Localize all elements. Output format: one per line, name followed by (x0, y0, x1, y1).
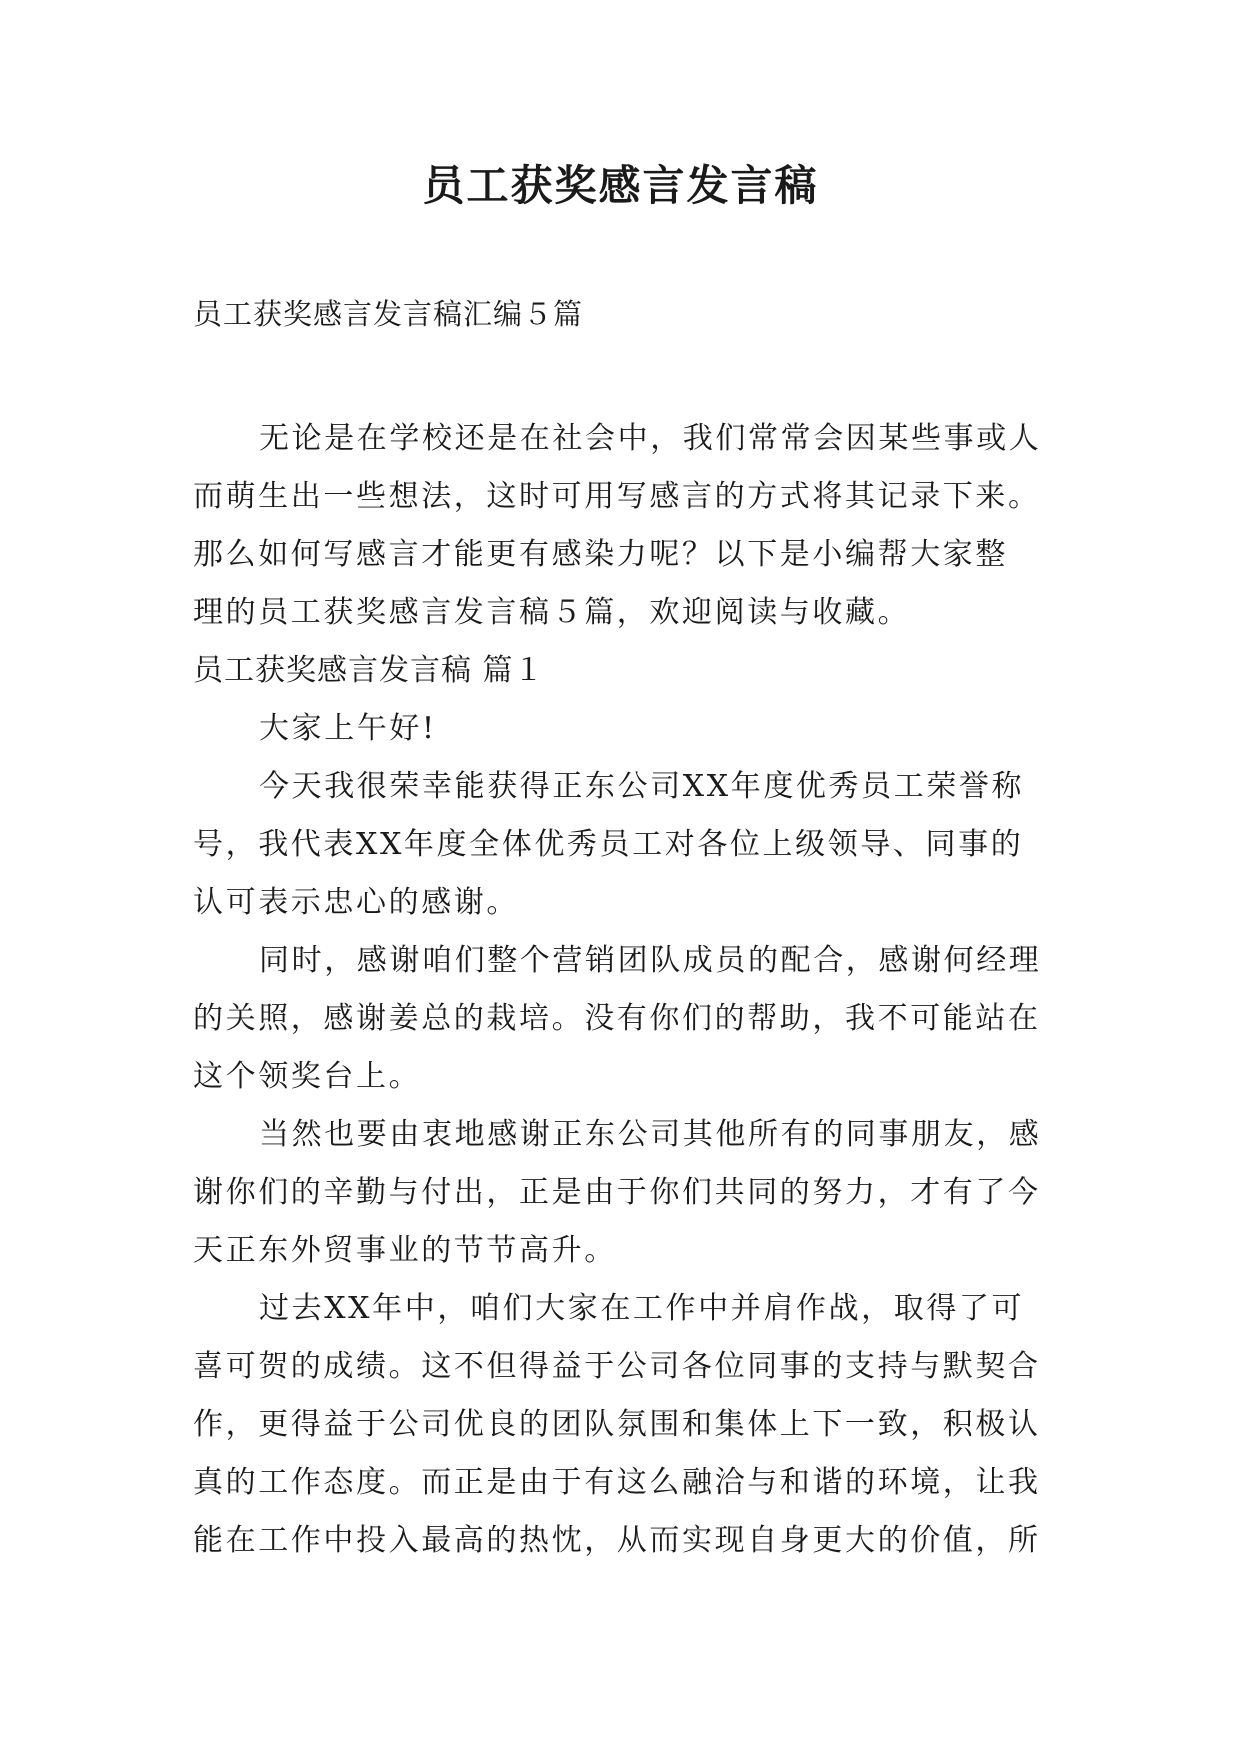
paragraph-line: 作，更得益于公司优良的团队氛围和集体上下一致，积极认 (193, 1407, 1041, 1442)
paragraph-line: 大家上午好! (259, 711, 437, 746)
paragraph-line: 无论是在学校还是在社会中，我们常常会因某些事或人 (259, 421, 1042, 456)
paragraph-line: 天正东外贸事业的节节高升。 (193, 1233, 617, 1268)
paragraph-line: 理的员工获奖感言发言稿５篇，欢迎阅读与收藏。 (193, 595, 911, 630)
section-heading: 员工获奖感言发言稿 篇１ (193, 653, 545, 688)
document-subtitle: 员工获奖感言发言稿汇编５篇 (193, 297, 584, 331)
document-body (193, 410, 1063, 1570)
paragraph-line: 真的工作态度。而正是由于有这么融洽与和谐的环境，让我 (193, 1465, 1041, 1500)
document-title: 员工获奖感言发言稿 (422, 161, 819, 210)
paragraph-line: 那么如何写感言才能更有感染力呢？以下是小编帮大家整 (193, 537, 1008, 572)
paragraph-line: 今天我很荣幸能获得正东公司XX年度优秀员工荣誉称 (259, 769, 1025, 804)
paragraph-line: 过去XX年中，咱们大家在工作中并肩作战，取得了可 (259, 1291, 1025, 1326)
paragraph-line: 这个领奖台上。 (193, 1059, 422, 1094)
paragraph-line: 当然也要由衷地感谢正东公司其他所有的同事朋友，感 (259, 1117, 1042, 1152)
paragraph-line: 的关照，感谢姜总的栽培。没有你们的帮助，我不可能站在 (193, 1001, 1041, 1036)
paragraph-line: 认可表示忠心的感谢。 (193, 885, 519, 920)
paragraph-line: 号，我代表XX年度全体优秀员工对各位上级领导、同事的 (193, 827, 1024, 862)
paragraph-line: 喜可贺的成绩。这不但得益于公司各位同事的支持与默契合 (193, 1349, 1041, 1384)
paragraph-line: 同时，感谢咱们整个营销团队成员的配合，感谢何经理 (259, 943, 1042, 978)
paragraph-line: 而萌生出一些想法，这时可用写感言的方式将其记录下来。 (193, 479, 1041, 514)
paragraph-line: 能在工作中投入最高的热忱，从而实现自身更大的价值，所 (193, 1523, 1041, 1558)
paragraph-line: 谢你们的辛勤与付出，正是由于你们共同的努力，才有了今 (193, 1175, 1041, 1210)
